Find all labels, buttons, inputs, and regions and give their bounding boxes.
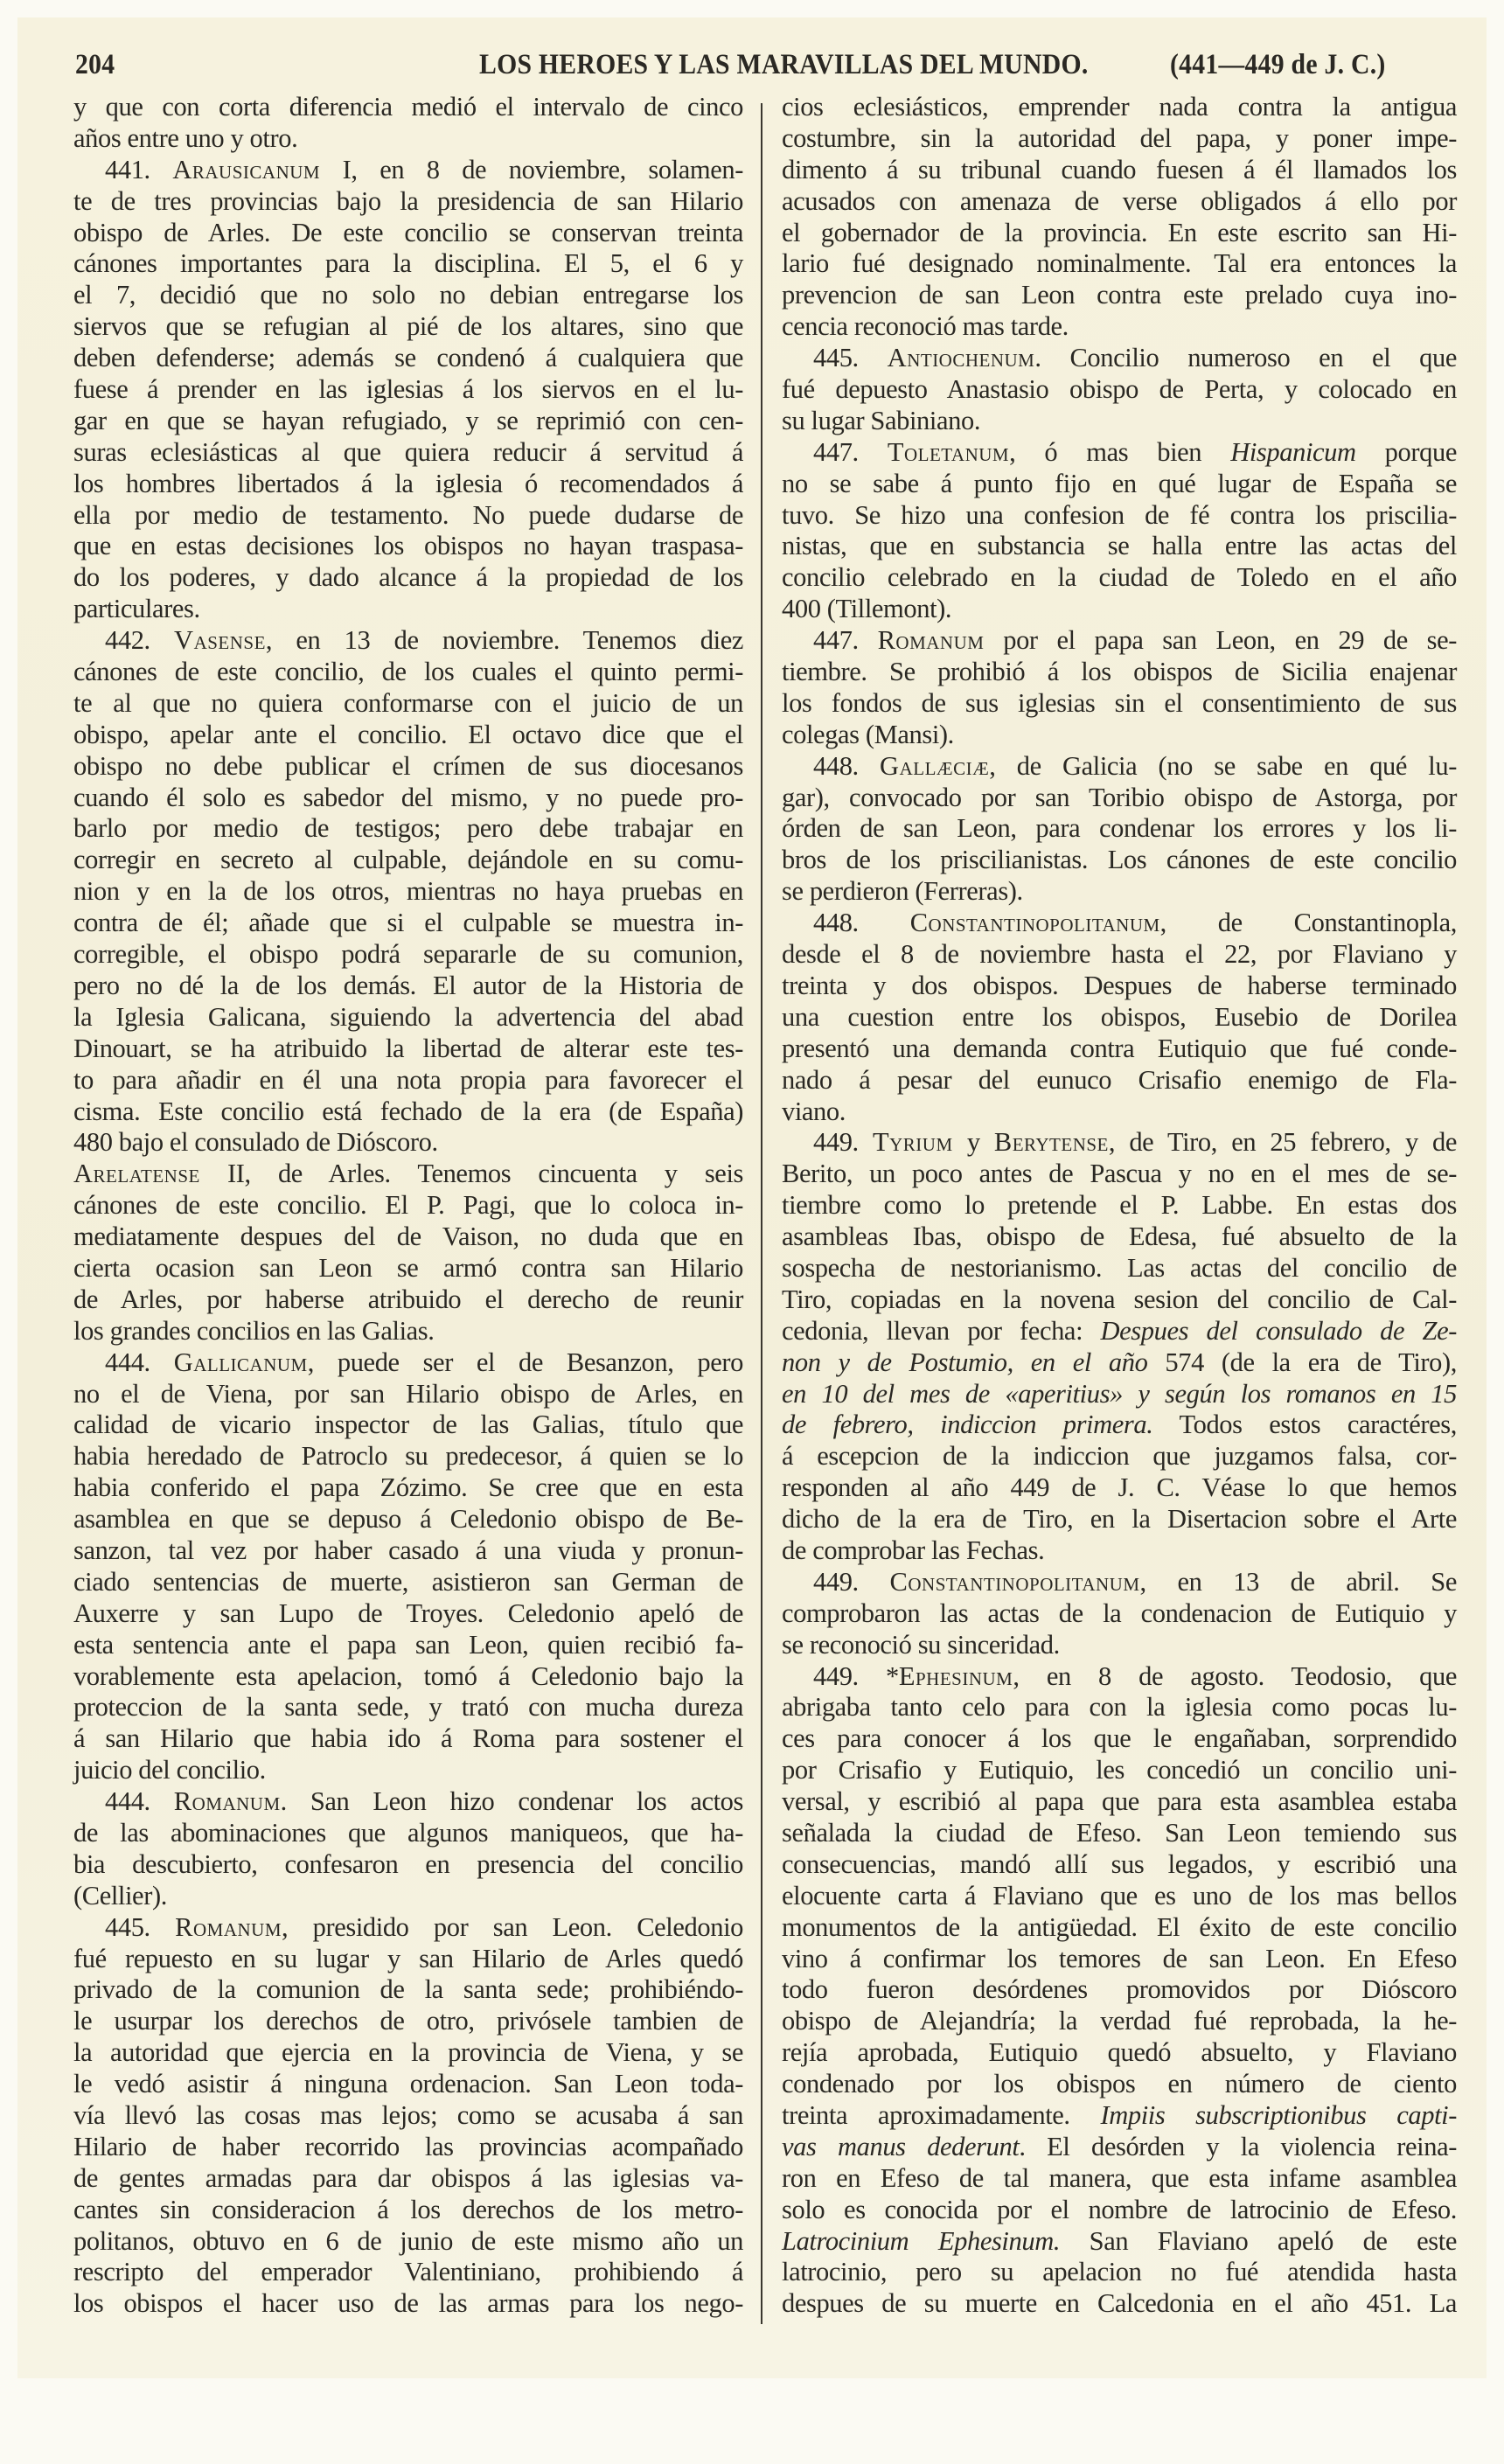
right-column: [782, 92, 1457, 2320]
paragraph: [782, 625, 1457, 751]
text-line: desde el 8 de noviembre hasta el 22, por Flaviano y: [782, 939, 1457, 970]
text-line: los obispos el hacer uso de las armas para los nego-: [73, 2288, 743, 2319]
paragraph: [73, 1786, 743, 1912]
text-line: su lugar Sabiniano.: [782, 405, 981, 435]
council-name: Berytense: [993, 1127, 1109, 1158]
paragraph: [782, 92, 1457, 343]
text-segment: 445.: [105, 1911, 176, 1942]
text-line: tiembre. Se prohibió á los obispos de Sicilia enajenar: [782, 657, 1457, 687]
text-segment: San Flaviano apeló de este: [1060, 2225, 1457, 2256]
text-line: ciado sentencias de muerte, asistieron san German de: [73, 1566, 743, 1597]
text-line: bros de los priscilianistas. Los cánones de este concilio: [782, 845, 1457, 875]
text-line: [782, 343, 1457, 374]
text-line: á escepcion de la indiccion que juzgamos falsa, cor-: [782, 1441, 1457, 1472]
text-line: latrocinio, pero su apelacion no fué atendida hasta: [782, 2257, 1457, 2287]
paragraph: [782, 1127, 1457, 1566]
text-line: rejía aprobada, Eutiquio quedó absuelto, y Flaviano: [782, 2037, 1457, 2068]
text-line: el gobernador de la provincia. En este escrito san Hi-: [782, 217, 1457, 247]
text-line: habia heredado de Patroclo su predecesor, á quien se lo: [73, 1441, 743, 1472]
text-line: el 7, decidió que no solo no debian entregarse los: [73, 280, 743, 310]
text-segment: 448.: [813, 908, 910, 938]
text-line: te de tres provincias bajo la presidencia de san Hilario: [73, 185, 743, 216]
text-line: cantes sin consideracion á los derechos de los metro-: [73, 2194, 743, 2224]
text-line: privado de la comunion de la santa sede; prohibiéndo-: [73, 1974, 743, 2005]
text-segment: , de Galicia (no se sabe en qué lu-: [989, 750, 1457, 781]
text-segment: 449.: [813, 1566, 890, 1597]
text-line: monumentos de la antigüedad. El éxito de este concilio: [782, 1911, 1457, 1942]
text-line: tuvo. Se hizo una confesion de fé contra los priscilia-: [782, 499, 1457, 530]
council-name: Tyrium: [872, 1127, 953, 1158]
text-line: cisma. Este concilio está fechado de la era (de España): [73, 1096, 743, 1126]
text-line: una cuestion entre los obispos, Eusebio de Dorilea: [782, 1001, 1457, 1032]
text-line: [782, 1316, 1457, 1347]
text-line: obispo de Arles. De este concilio se conservan treinta: [73, 217, 743, 247]
text-line: de gentes armadas para dar obispos á las iglesias va-: [73, 2162, 743, 2193]
text-line: los hombres libertados á la iglesia ó recomendados á: [73, 468, 743, 498]
text-line: [782, 2132, 1457, 2163]
text-line: comprobaron las actas de la condenacion de Eutiquio y: [782, 1597, 1457, 1628]
text-segment: Todos estos caractéres,: [1152, 1409, 1457, 1440]
text-line: habia conferido el papa Zózimo. Se cree que en esta: [73, 1472, 743, 1503]
text-line: [73, 1786, 743, 1818]
text-line: nion y en la de los otros, mientras no haya pruebas en: [73, 876, 743, 907]
text-line: Auxerre y san Lupo de Troyes. Celedonio apeló de: [73, 1597, 743, 1628]
paragraph: [782, 437, 1457, 625]
text-line: nado á pesar del eunuco Crisafio enemigo de Fla-: [782, 1064, 1457, 1095]
paragraph: [782, 343, 1457, 437]
text-segment: 449.: [813, 1127, 873, 1158]
text-segment: , en 8 de agosto. Teodosio, que: [1013, 1660, 1457, 1691]
text-line: los grandes concilios en las Galias.: [73, 1315, 435, 1346]
text-line: fué repuesto en su lugar y san Hilario de Arles quedó: [73, 1943, 743, 1973]
council-name: Romanum: [173, 1786, 281, 1817]
text-line: Berito, un poco antes de Pascua y no en el mes de se-: [782, 1159, 1457, 1189]
council-name: Arelatense: [73, 1159, 200, 1189]
text-line: le vedó asistir á ninguna ordenacion. San Leon toda-: [73, 2069, 743, 2099]
text-line: proteccion de la santa sede, y trató con mucha dureza: [73, 1692, 743, 1723]
text-line: lario fué designado nominalmente. Tal era entonces la: [782, 248, 1457, 279]
text-line: gar en que se hayan refugiado, y se reprimió con cen-: [73, 405, 743, 435]
text-line: se reconoció su sinceridad.: [782, 1629, 1060, 1660]
text-line: cencia reconoció mas tarde.: [782, 311, 1069, 342]
paragraph: [73, 625, 743, 1159]
paragraph: [782, 908, 1457, 1127]
text-line: Tiro, copiadas en la novena sesion del concilio de Cal-: [782, 1284, 1457, 1314]
text-segment: 447.: [813, 625, 878, 656]
text-line: de comprobar las Fechas.: [782, 1535, 1045, 1565]
paragraph: [73, 155, 743, 625]
text-line: cierta ocasion san Leon se armó contra san Hilario: [73, 1252, 743, 1283]
text-line: asamblea en que se depuso á Celedonio obispo de Be-: [73, 1504, 743, 1535]
text-line: nistas, que en substancia se halla entre las actas del: [782, 531, 1457, 561]
text-line: [782, 1347, 1457, 1379]
text-line: consecuencias, mandó allí sus legados, y escribió una: [782, 1848, 1457, 1879]
text-line: [782, 1127, 1457, 1159]
text-line: que en estas decisiones los obispos no hayan traspasa-: [73, 531, 743, 561]
text-line: corregible, el obispo podrá separarle de su comunion,: [73, 939, 743, 970]
text-line: [782, 2226, 1457, 2258]
text-segment: , presidido por san Leon. Celedonio: [282, 1911, 743, 1942]
text-line: corregir en secreto al culpable, dejándole en su comu-: [73, 845, 743, 875]
text-line: obispo no debe publicar el crímen de sus diocesanos: [73, 750, 743, 781]
text-line: [782, 2100, 1457, 2132]
italic-text: Impiis subscriptionibus capti-: [1100, 2100, 1457, 2130]
text-line: presentó una demanda contra Eutiquio que fué conde-: [782, 1033, 1457, 1063]
text-segment: 447.: [813, 436, 888, 467]
text-segment: treinta aproximadamente.: [782, 2100, 1101, 2130]
text-line: (Cellier).: [73, 1880, 167, 1911]
text-line: juicio del concilio.: [73, 1755, 266, 1785]
text-segment: I, en 8 de noviembre, solamen-: [320, 154, 743, 184]
text-segment: 442.: [105, 625, 175, 656]
text-line: barlo por medio de testigos; pero debe trabajar en: [73, 813, 743, 844]
text-line: to para añadir en él una nota propia para favorecer el: [73, 1064, 743, 1095]
text-line: [782, 751, 1457, 783]
council-name: Ephesinum: [898, 1660, 1013, 1691]
text-line: colegas (Mansi).: [782, 719, 954, 749]
text-line: asambleas Ibas, obispo de Edesa, fué absuelto de la: [782, 1222, 1457, 1252]
text-line: vino á confirmar los temores de san Leon. En Efeso: [782, 1943, 1457, 1973]
text-line: fuese á prender en las iglesias á los siervos en el lu-: [73, 374, 743, 405]
italic-text: Latrocinium Ephesinum.: [782, 2225, 1061, 2256]
text-line: suras eclesiásticas al que quiera reducir á servitud á: [73, 436, 743, 467]
text-line: le usurpar los derechos de otro, privósele tambien de: [73, 2006, 743, 2036]
text-line: órden de san Leon, para condenar los errores y los li-: [782, 813, 1457, 844]
paragraph: [73, 1347, 743, 1786]
text-line: sanzon, tal vez por haber casado á una viuda y pronun-: [73, 1535, 743, 1565]
text-line: condenado por los obispos en número de ciento: [782, 2069, 1457, 2099]
council-name: Gallicanum: [173, 1347, 308, 1377]
text-line: [782, 1661, 1457, 1693]
italic-text: Despues del consulado de Ze-: [1100, 1315, 1457, 1346]
text-line: particulares.: [73, 594, 200, 624]
text-line: cánones de este concilio, de los cuales el quinto permi-: [73, 657, 743, 687]
text-segment: , en 13 de noviembre. Tenemos diez: [265, 625, 743, 656]
council-name: Arausicanum: [172, 154, 321, 184]
text-segment: 445.: [813, 343, 888, 373]
text-segment: , de Tiro, en 25 febrero, y de: [1108, 1127, 1457, 1158]
text-line: [782, 1379, 1457, 1410]
text-line: la autoridad que ejercia en la provincia de Viena, y se: [73, 2037, 743, 2068]
running-dates: (441—449 de J. C.): [1170, 49, 1386, 80]
text-segment: , puede ser el de Besanzon, pero: [307, 1347, 743, 1377]
text-line: cuando él solo es sabedor del mismo, y no puede pro-: [73, 782, 743, 812]
text-line: versal, y escribió al papa que para esta asamblea estaba: [782, 1786, 1457, 1817]
text-line: no se sabe á punto fijo en qué lugar de España se: [782, 468, 1457, 498]
text-line: [73, 155, 743, 186]
text-line: tiembre como lo pretende el P. Labbe. En estas dos: [782, 1190, 1457, 1221]
text-line: [782, 1567, 1457, 1598]
council-name: Gallæciæ: [880, 750, 990, 781]
council-name: Romanum: [877, 625, 985, 656]
text-line: la Iglesia Galicana, siguiendo la advertencia del abad: [73, 1001, 743, 1032]
text-line: [73, 1347, 743, 1379]
text-line: solo es conocida por el nombre de latrocinio de Efeso.: [782, 2194, 1457, 2224]
text-line: de las abominaciones que algunos maniqueos, que ha-: [73, 1817, 743, 1848]
text-line: acusados con amenaza de verse obligados á ello por: [782, 185, 1457, 216]
text-line: [73, 625, 743, 657]
text-segment: , en 13 de abril. Se: [1139, 1566, 1457, 1597]
text-segment: 449. *: [813, 1660, 899, 1691]
text-segment: 441.: [105, 154, 173, 184]
text-line: mediatamente despues del de Vaison, no duda que en: [73, 1222, 743, 1252]
council-name: Toletanum: [887, 436, 1010, 467]
text-line: [782, 625, 1457, 657]
text-line: abrigaba tanto celo para con la iglesia como pocas lu-: [782, 1692, 1457, 1723]
text-line: esta sentencia ante el papa san Leon, quien recibió fa-: [73, 1629, 743, 1660]
text-line: deben defenderse; además se condenó á cualquiera que: [73, 343, 743, 373]
text-segment: , de Constantinopla,: [1159, 908, 1457, 938]
text-line: bia descubierto, confesaron en presencia del concilio: [73, 1848, 743, 1879]
text-line: 400 (Tillemont).: [782, 594, 952, 624]
left-column: [73, 92, 743, 2320]
text-line: prevencion de san Leon contra este prelado cuya ino-: [782, 280, 1457, 310]
paragraph: [73, 92, 743, 155]
text-line: de Arles, por haberse atribuido el derecho de reunir: [73, 1284, 743, 1314]
text-line: [73, 1159, 743, 1190]
text-line: cios eclesiásticos, emprender nada contra la antigua: [782, 92, 1457, 122]
text-line: costumbre, sin la autoridad del papa, y poner impe-: [782, 122, 1457, 153]
text-line: 480 bajo el consulado de Dióscoro.: [73, 1127, 438, 1158]
text-line: cánones importantes para la disciplina. El 5, el 6 y: [73, 248, 743, 279]
text-line: vía llevó las cosas mas lejos; como se acusaba á san: [73, 2100, 743, 2130]
text-segment: 574 (de la era de Tiro),: [1147, 1347, 1457, 1377]
text-segment: , ó mas bien: [1009, 436, 1231, 467]
text-segment: y: [952, 1127, 994, 1158]
council-name: Vasense: [174, 625, 266, 656]
italic-text: vas manus dederunt: [782, 2131, 1020, 2161]
text-line: fué depuesto Anastasio obispo de Perta, y colocado en: [782, 374, 1457, 405]
text-line: pero no dé la de los demás. El autor de la Historia de: [73, 970, 743, 1000]
text-line: obispo, apelar ante el concilio. El octavo dice que el: [73, 719, 743, 749]
text-line: [782, 437, 1457, 469]
column-divider: [761, 103, 762, 2324]
text-segment: por el papa san Leon, en 29 de se-: [984, 625, 1457, 656]
text-line: ces para conocer á los que le engañaban, sorprendido: [782, 1723, 1457, 1754]
text-line: rescripto del emperador Valentiniano, prohibiendo á: [73, 2257, 743, 2287]
text-line: elocuente carta á Flaviano que es uno de los mas bellos: [782, 1880, 1457, 1911]
text-segment: . Concilio numeroso en el que: [1034, 343, 1457, 373]
text-line: treinta y dos obispos. Despues de haberse terminado: [782, 970, 1457, 1000]
text-segment: 444.: [105, 1786, 174, 1817]
text-line: responden al año 449 de J. C. Véase lo que hemos: [782, 1472, 1457, 1503]
paragraph: [782, 1567, 1457, 1661]
text-line: por Crisafio y Eutiquio, les concedió un concilio uni-: [782, 1755, 1457, 1785]
text-line: [782, 1409, 1457, 1441]
text-line: los fondos de sus iglesias sin el consentimiento de sus: [782, 687, 1457, 718]
council-name: Constantinopolitanum: [889, 1566, 1140, 1597]
text-segment: . San Leon hizo condenar los actos: [280, 1786, 743, 1817]
text-line: años entre uno y otro.: [73, 122, 298, 153]
text-line: obispo de Alejandría; la verdad fué reprobada, la he-: [782, 2006, 1457, 2036]
text-line: [782, 908, 1457, 939]
paragraph: [73, 1912, 743, 2321]
paragraph: [782, 1661, 1457, 2321]
text-segment: II, de Arles. Tenemos cincuenta y seis: [199, 1159, 743, 1189]
text-line: á san Hilario que habia ido á Roma para sostener el: [73, 1723, 743, 1754]
text-line: Dinouart, se ha atribuido la libertad de alterar este tes-: [73, 1033, 743, 1063]
text-line: politanos, obtuvo en 6 de junio de este mismo año un: [73, 2225, 743, 2256]
text-line: viano.: [782, 1096, 846, 1126]
text-line: calidad de vicario inspector de las Galias, título que: [73, 1409, 743, 1440]
text-line: señalada la ciudad de Efeso. San Leon temiendo sus: [782, 1817, 1457, 1848]
text-line: no el de Viena, por san Hilario obispo de Arles, en: [73, 1378, 743, 1409]
text-line: ella por medio de testamento. No puede dudarse de: [73, 499, 743, 530]
italic-text: non y de Postumio, en el año: [782, 1347, 1148, 1377]
text-line: ron en Efeso de tal manera, que esta infame asamblea: [782, 2162, 1457, 2193]
text-line: do los poderes, y dado alcance á la propiedad de los: [73, 562, 743, 593]
italic-text: Hispanicum: [1230, 436, 1356, 467]
text-line: despues de su muerte en Calcedonia en el año 451. La: [782, 2288, 1457, 2319]
paragraph: [73, 1159, 743, 1347]
text-line: contra de él; añade que si el culpable se muestra in-: [73, 908, 743, 938]
council-name: Antiochenum: [887, 343, 1035, 373]
text-line: sospecha de nestorianismo. Las actas del concilio de: [782, 1252, 1457, 1283]
text-segment: . El desórden y la violencia reina-: [1019, 2131, 1457, 2161]
text-line: se perdieron (Ferreras).: [782, 876, 1023, 907]
text-segment: 444.: [105, 1347, 174, 1377]
text-line: cánones de este concilio. El P. Pagi, que lo coloca in-: [73, 1190, 743, 1221]
council-name: Romanum: [175, 1911, 282, 1942]
italic-text: en 10 del mes de «aperitius» y según los romanos en 15: [782, 1378, 1457, 1409]
text-line: [73, 1912, 743, 1944]
text-line: y que con corta diferencia medió el intervalo de cinco: [73, 92, 743, 122]
italic-text: de febrero, indiccion primera.: [782, 1409, 1153, 1440]
text-line: concilio celebrado en la ciudad de Toledo en el año: [782, 562, 1457, 593]
text-line: siervos que se refugian al pié de los altares, sino que: [73, 311, 743, 342]
text-line: dimento á su tribunal cuando fuesen á él llamados los: [782, 154, 1457, 184]
text-line: gar), convocado por san Toribio obispo de Astorga, por: [782, 782, 1457, 812]
text-line: Hilario de haber recorrido las provincias acompañado: [73, 2131, 743, 2161]
page-number: 204: [75, 49, 115, 80]
text-line: vorablemente esta apelacion, tomó á Celedonio bajo la: [73, 1660, 743, 1691]
paragraph: [782, 751, 1457, 908]
council-name: Constantinopolitanum: [909, 908, 1160, 938]
running-title: LOS HEROES Y LAS MARAVILLAS DEL MUNDO.: [479, 49, 1089, 80]
text-segment: 448.: [813, 750, 881, 781]
text-segment: porque: [1355, 436, 1457, 467]
text-line: dicho de la era de Tiro, en la Disertacion sobre el Arte: [782, 1504, 1457, 1535]
text-line: te al que no quiera conformarse con el juicio de un: [73, 687, 743, 718]
text-segment: cedonia, llevan por fecha:: [782, 1315, 1101, 1346]
text-line: todo fueron desórdenes promovidos por Dióscoro: [782, 1974, 1457, 2005]
